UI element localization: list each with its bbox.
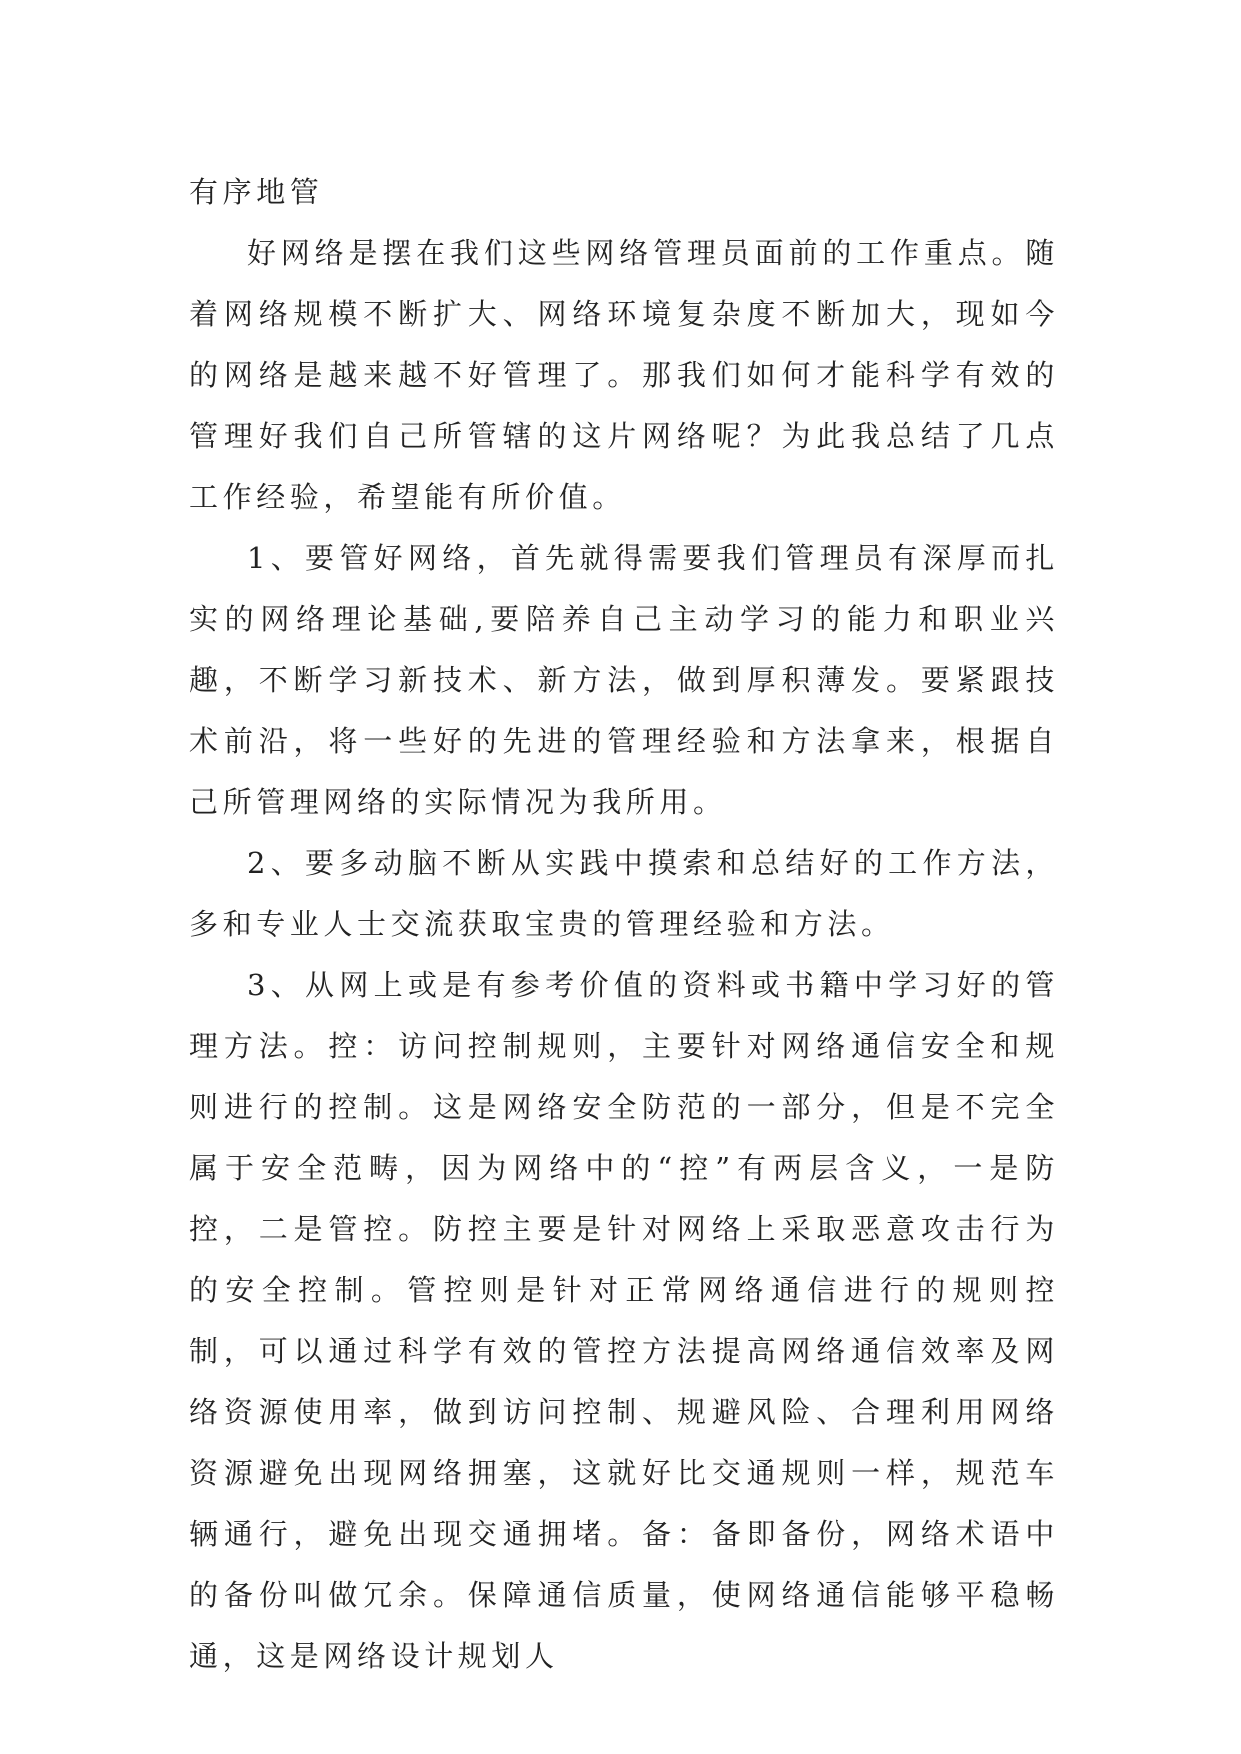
paragraph-point-2: 2、要多动脑不断从实践中摸索和总结好的工作方法，多和专业人士交流获取宝贵的管理经验和方法。 [189,846,1059,941]
paragraph-point-3: 3、从网上或是有参考价值的资料或书籍中学习好的管理方法。控：访问控制规则，主要针对网络通信安全和规则进行的控制。这是网络安全防范的一部分，但是不完全属于安全范畴，因为网络中的“控”有两层含义，一是防控，二是管控。防控主要是针对网络上采取恶意攻击行为的安全控制。管控则是针对正常网络通信进行的规则控制，可以通过科学有效的管控方法提高网络通信效率及网络资源使用率，做到访问控制、规避风险、合理利用网络资源避免出现网络拥塞，这就好比交通规则一样，规范车辆通行，避免出现交通拥堵。备：备即备份，网络术语中的备份叫做冗余。保障通信质量，使网络通信能够平稳畅通，这是网络设计规划人 [189,968,1059,1673]
paragraph-continuation: 有序地管 [189,175,324,209]
paragraph-point-1: 1、要管好网络，首先就得需要我们管理员有深厚而扎实的网络理论基础,要陪养自己主动学习的能力和职业兴趣，不断学习新技术、新方法，做到厚积薄发。要紧跟技术前沿，将一些好的先进的管理经验和方法拿来，根据自己所管理网络的实际情况为我所用。 [189,541,1059,819]
document-body [189,162,1059,1687]
paragraph-intro: 好网络是摆在我们这些网络管理员面前的工作重点。随着网络规模不断扩大、网络环境复杂度不断加大，现如今的网络是越来越不好管理了。那我们如何才能科学有效的管理好我们自己所管辖的这片网络呢？为此我总结了几点工作经验，希望能有所价值。 [189,236,1059,514]
